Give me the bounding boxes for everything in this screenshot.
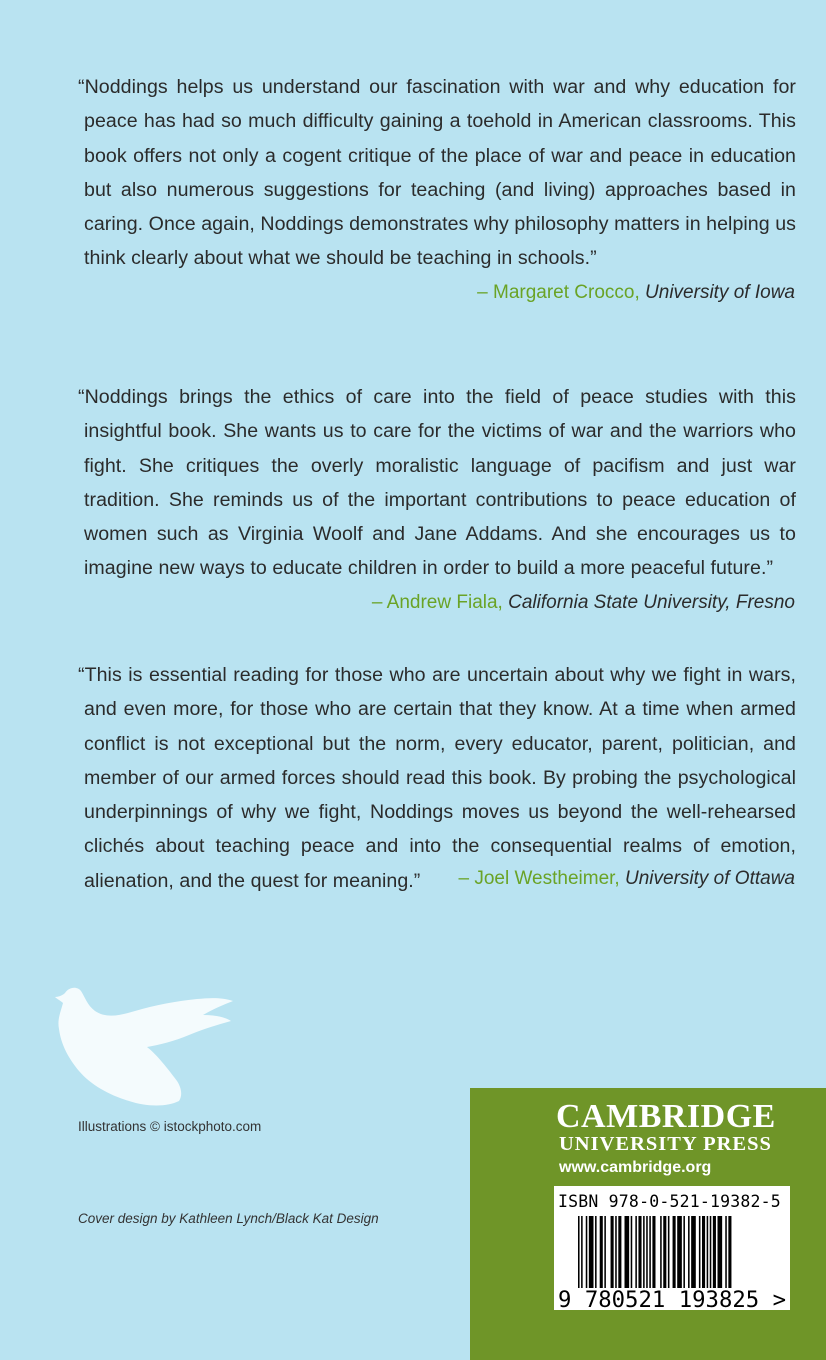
quote-3-attribution [458, 868, 795, 890]
publisher-panel [470, 1088, 826, 1360]
quote-1-institution: University of Iowa [645, 282, 795, 303]
isbn-label: ISBN 978-0-521-19382-5 [558, 1192, 781, 1211]
barcode-digits: 9 780521 193825 > [558, 1288, 786, 1310]
isbn-barcode [554, 1186, 790, 1310]
quote-3-text: “This is essential reading for those who are uncertain about why we fight in wars, and even more, for those who are certain that they know. At a time when armed conflict is not exceptional but the norm, every educator, parent, politician, and member of our armed forces should read this book. By probing the psychological underpinnings of why we fight, Noddings moves us beyond the well-rehearsed clichés about teaching peace and into the consequential realms of emotion, alienation, and the quest for meaning.” [78, 664, 796, 892]
publisher-subtitle: UNIVERSITY PRESS [559, 1133, 772, 1155]
publisher-name: CAMBRIDGE [556, 1098, 776, 1135]
cover-design-credit: Cover design by Kathleen Lynch/Black Kat Design [78, 1211, 379, 1226]
quote-3 [78, 658, 796, 898]
quote-2-institution: California State University, Fresno [508, 592, 795, 613]
quote-2 [78, 380, 796, 586]
quote-3-institution: University of Ottawa [625, 868, 795, 889]
quote-1-attribution [477, 282, 795, 304]
barcode-bars [554, 1216, 790, 1310]
dove-icon [55, 985, 235, 1110]
quote-2-text: “Noddings brings the ethics of care into the field of peace studies with this insightful book. She wants us to care for the victims of war and the warriors who fight. She critiques the overly moralistic language of pacifism and just war tradition. She reminds us of the important contributions to peace education of women such as Virginia Woolf and Jane Addams. And she encourages us to imagine new ways to educate children in order to build a more peaceful future.” [78, 386, 796, 580]
quote-1 [78, 70, 796, 276]
quote-2-author: – Andrew Fiala, [371, 592, 503, 613]
quote-1-author: – Margaret Crocco, [477, 282, 640, 303]
publisher-url[interactable]: www.cambridge.org [559, 1159, 712, 1176]
quote-1-text: “Noddings helps us understand our fascination with war and why education for peace has had so much difficulty gaining a toehold in American classrooms. This book offers not only a cogent critique of the place of war and peace in education but also numerous suggestions for teaching (and living) approaches based in caring. Once again, Noddings demonstrates why philosophy matters in helping us think clearly about what we should be teaching in schools.” [78, 76, 796, 270]
quote-2-attribution [372, 592, 795, 614]
illustrations-credit: Illustrations © istockphoto.com [78, 1119, 262, 1134]
quote-3-author: – Joel Westheimer, [458, 868, 620, 889]
